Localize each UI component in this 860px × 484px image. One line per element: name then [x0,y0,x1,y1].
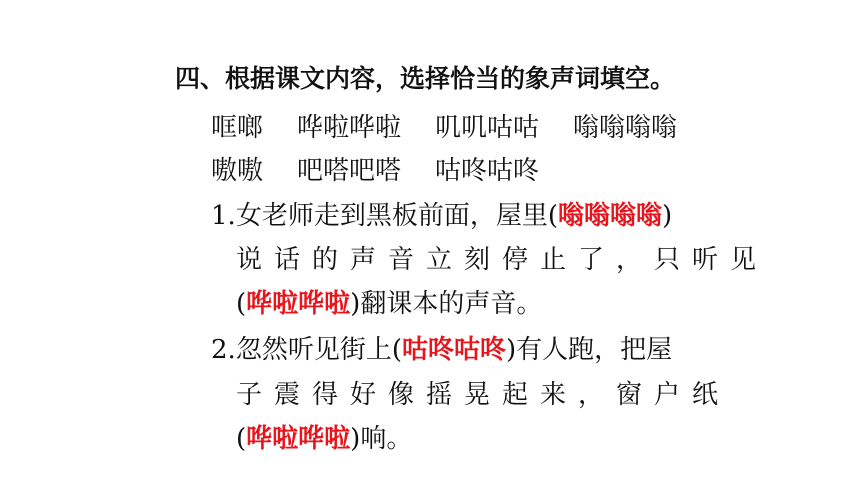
answer-text: 嗡嗡嗡嗡 [557,201,662,231]
options-row-1 [211,113,711,143]
option-word: 咕咚咕咚 [435,156,540,186]
question-2-line-3 [236,424,412,454]
option-word: 吧嗒吧嗒 [297,156,402,186]
option-word: 嗡嗡嗡嗡 [573,113,678,143]
question-2-line-1 [211,335,672,365]
section-heading: 四、根据课文内容，选择恰当的象声词填空。 [175,64,676,93]
question-text: ( [236,424,247,454]
options-row-2 [211,156,573,186]
question-number: 1. [211,201,236,231]
option-word: 叽叽咕咕 [435,113,540,143]
question-text: ) [661,201,673,231]
question-text: ( [236,289,247,319]
question-number: 2. [211,335,236,365]
question-text: )翻课本的声音。 [350,289,543,319]
answer-text: 哗啦哗啦 [246,424,351,454]
question-1-line-2: 说话的声音立刻停止了，只听见 [236,245,769,275]
question-text: 女老师走到黑板前面，屋里( [235,201,558,231]
question-text: 忽然听见街上( [235,335,402,365]
answer-text: 哗啦哗啦 [246,289,351,319]
question-text: )有人跑，把屋 [505,335,673,365]
option-word: 哐啷 [211,113,264,143]
answer-text: 咕咚咕咚 [401,335,506,365]
question-text: )响。 [350,424,413,454]
option-word: 嗷嗷 [211,156,264,186]
question-1-line-1 [211,201,672,231]
question-1-line-3 [236,289,542,319]
option-word: 哗啦哗啦 [297,113,402,143]
question-2-line-2: 子震得好像摇晃起来，窗户纸 [236,380,731,410]
